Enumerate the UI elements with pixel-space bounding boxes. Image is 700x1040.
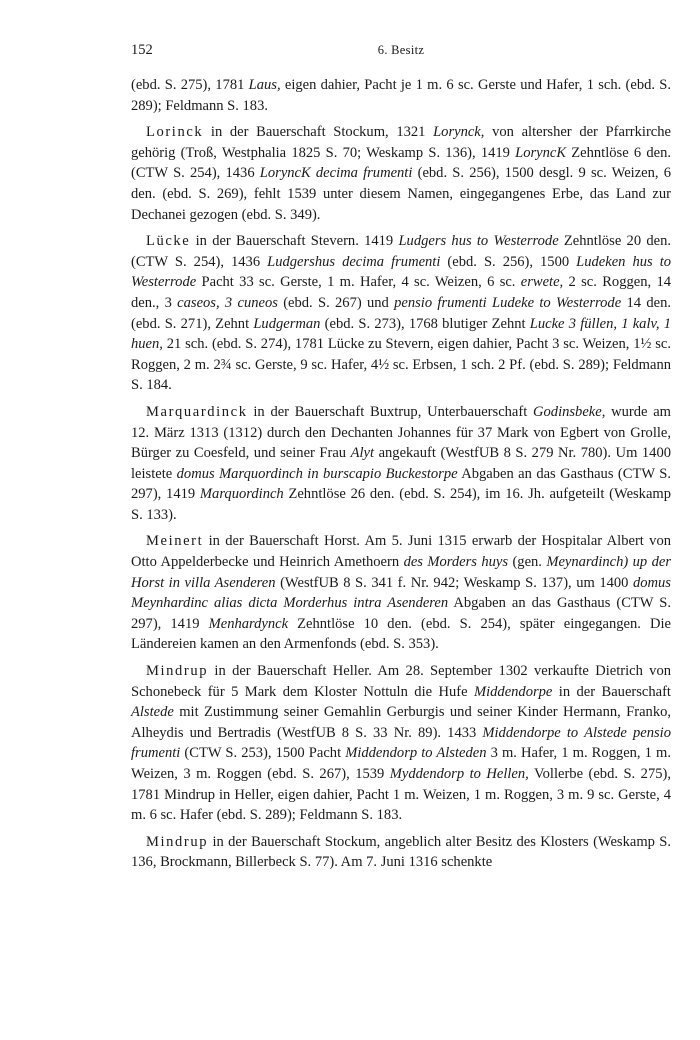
text-run: in der Bauerschaft Stockum, angeblich alter Besitz des Klosters (Weskamp S. 136, Brockmann, Billerbeck S. 77). Am 7. Juni 1316 schenkte (131, 833, 671, 871)
italic-text: Meynardinch) up der Horst in villa Asenderen (131, 554, 671, 591)
text-run: angekauft (WestfUB 8 S. 279 Nr. 780). Um 1400 leistete (131, 445, 672, 482)
page-number: 152 (131, 42, 153, 58)
italic-text: des Morders huys (403, 554, 509, 571)
text-run: (ebd. S. 275), 1781 (131, 77, 249, 93)
text-run: in der Bauerschaft Horst. Am 5. Juni 1315 erwarb der Hospitalar Albert von Otto Appelderbecke und Heinrich Amethoern (131, 533, 671, 571)
italic-text: domus Meynhardinc alias dicta Morderhus intra Asenderen (131, 574, 671, 612)
text-run: Abgaben an das Gasthaus (CTW S. 297), 1419 (131, 595, 671, 632)
text-run: (ebd. S. 267) und (277, 294, 395, 311)
italic-text: LoryncK (515, 144, 567, 161)
text-run: in der Bauerschaft Buxtrup, Unterbauerschaft (247, 403, 534, 420)
text-run: (gen. (508, 554, 547, 571)
italic-text: Myddendorp to Hellen, (389, 766, 529, 782)
text-run: mit Zustimmung seiner Gemahlin Gerburgis und seiner Kinder Hermann, Franko, Alheydis und Bertradis (WestfUB 8 S. 33 Nr. 89). 1433 (131, 704, 671, 741)
paragraph (131, 75, 671, 116)
paragraph (131, 531, 671, 655)
text-run: in der Bauerschaft (552, 683, 671, 700)
running-head: 6. Besitz (377, 43, 425, 57)
paragraph (131, 661, 671, 826)
italic-text: Ludeken hus to Westerrode (131, 253, 672, 291)
italic-text: Godinsbeke, (533, 403, 606, 420)
text-run: (WestfUB 8 S. 341 f. Nr. 942; Weskamp S. 137), um 1400 (275, 574, 633, 591)
text-run: (ebd. S. 256), 1500 (440, 253, 577, 270)
italic-text: domus Marquordinch in burscapio Buckestorpe (176, 465, 458, 482)
text-run: (ebd. S. 273), 1768 blutiger Zehnt (320, 315, 530, 332)
text-run: eigen dahier, Pacht je 1 m. 6 sc. Gerste und Hafer, 1 sch. (ebd. S. 289); Feldmann S. 183. (131, 77, 672, 114)
text-run: (CTW S. 253), 1500 Pacht (180, 745, 346, 762)
italic-text: LoryncK decima frumenti (259, 165, 413, 182)
paragraph (131, 122, 671, 225)
italic-text: Ludgershus decima frumenti (267, 253, 441, 270)
italic-text: Middendorpe (473, 683, 553, 700)
text-run: wurde am 12. März 1313 (1312) durch den Dechanten Johannes für 37 Mark von Egbert von Grolle, Bürger zu Coesfeld, und seiner Frau (131, 403, 671, 462)
text-run: Zehntlöse 20 den. (CTW S. 254), 1436 (131, 233, 671, 270)
italic-text: caseos, 3 cuneos (177, 294, 278, 311)
entry-headword: Meinert (146, 533, 204, 550)
text-run: Zehntlöse 10 den. (ebd. S. 254), später eingegangen. Die Ländereien kamen an den Armenfonds (ebd. S. 353). (131, 615, 671, 653)
text-run: in der Bauerschaft Stevern. 1419 (190, 233, 399, 250)
italic-text: Ludgerman (253, 315, 321, 332)
entry-headword: Marquardinck (146, 403, 248, 420)
entry-headword: Mindrup (146, 663, 209, 680)
text-run: Vollerbe (ebd. S. 275), 1781 Mindrup in Heller, eigen dahier, Pacht 1 m. Weizen, 1 m. Roggen, 3 m. 9 sc. Gerste, 4 m. 6 sc. Hafer (ebd. S. 289); Feldmann S. 183. (131, 766, 671, 824)
italic-text: pensio frumenti Ludeke to Westerrode (394, 294, 622, 311)
italic-text: Middendorpe to Alstede pensio frumenti (131, 724, 671, 762)
text-run: in der Bauerschaft Stockum, 1321 (203, 124, 434, 141)
text-run: 14 den. (ebd. S. 271), Zehnt (131, 294, 671, 332)
text-run: 3 m. Hafer, 1 m. Roggen, 1 m. Weizen, 3 m. Roggen (ebd. S. 267), 1539 (131, 745, 671, 782)
italic-text: erwete, (520, 274, 564, 291)
italic-text: Menhardynck (208, 615, 289, 632)
entry-headword: Lorinck (146, 124, 204, 141)
paragraph (131, 402, 671, 526)
italic-text: Alstede (131, 704, 174, 721)
page-header (131, 42, 671, 62)
italic-text: Laus, (248, 77, 281, 93)
text-run: in der Bauerschaft Heller. Am 28. September 1302 verkaufte Dietrich von Schonebeck für 5 Mark dem Kloster Nottuln die Hufe (131, 663, 671, 700)
entry-headword: Mindrup (146, 833, 209, 850)
italic-text: Middendorp to Alsteden (345, 745, 487, 762)
text-run: Zehntlöse 26 den. (ebd. S. 254), im 16. Jh. aufgeteilt (Weskamp S. 133). (131, 486, 672, 523)
italic-text: Lorynck, (433, 124, 485, 141)
entry-headword: Lücke (146, 233, 191, 250)
paragraph (131, 231, 671, 396)
italic-text: Alyt (350, 445, 375, 462)
paragraph (131, 832, 671, 873)
text-run: Zehntlöse 6 den. (CTW S. 254), 1436 (131, 144, 672, 182)
text-run: (ebd. S. 256), 1500 desgl. 9 sc. Weizen, 6 den. (ebd. S. 269), fehlt 1539 unter diesem Namen, eingegangenes Erbe, das Land zur Dechanei gezogen (ebd. S. 349). (131, 165, 671, 223)
text-run: von altersher der Pfarrkirche gehörig (Troß, Westphalia 1825 S. 70; Weskamp S. 136), 1419 (131, 124, 671, 161)
body-text (131, 75, 671, 873)
text-run: 21 sch. (ebd. S. 274), 1781 Lücke zu Stevern, eigen dahier, Pacht 3 sc. Weizen, 1½ sc. Roggen, 2 m. 2¾ sc. Gerste, 9 sc. Hafer, 4½ sc. Erbsen, 1 sch. 2 Pf. (ebd. S. 289); Feldmann S. 184. (131, 336, 671, 394)
text-run: Pacht 33 sc. Gerste, 1 m. Hafer, 4 sc. Weizen, 6 sc. (196, 274, 521, 291)
italic-text: Lucke 3 füllen, 1 kalv, 1 huen, (131, 315, 671, 353)
italic-text: Marquordinch (199, 486, 284, 503)
text-run: 2 sc. Roggen, 14 den., 3 (131, 274, 671, 311)
text-run: Abgaben an das Gasthaus (CTW S. 297), 1419 (131, 465, 671, 503)
italic-text: Ludgers hus to Westerrode (398, 233, 559, 250)
